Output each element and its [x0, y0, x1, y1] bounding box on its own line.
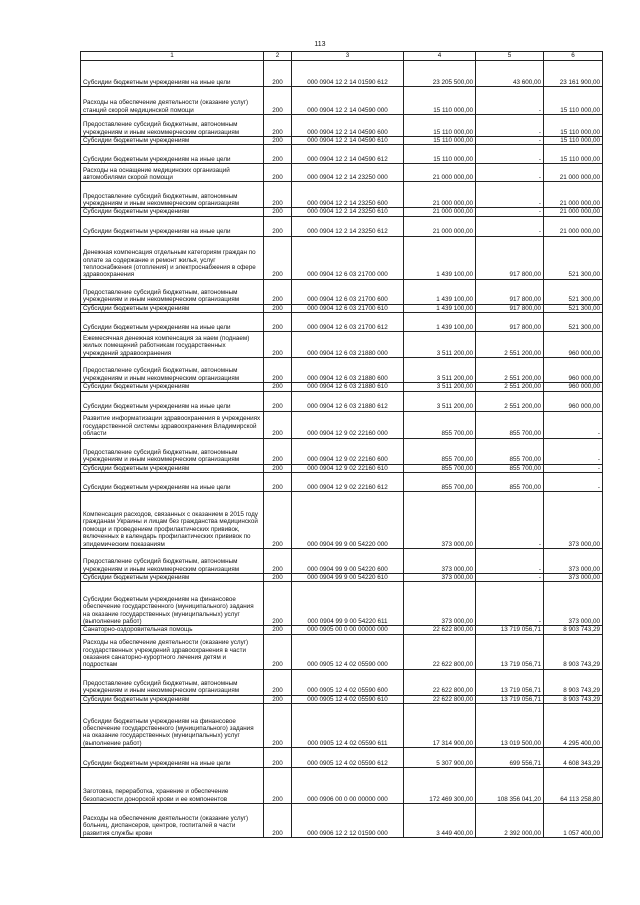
row-name: Субсидии бюджетным учреждениям на финансовое обеспечение государственного (муниципального) задания на оказание государственных (муниципальных) услуг (выполнение работ) [81, 582, 264, 626]
table-row [81, 61, 603, 87]
table-row [81, 634, 603, 669]
row-remainder-amount: 960 000,00 [544, 383, 603, 391]
row-kbk: 000 0904 99 9 00 54220 000 [292, 492, 404, 549]
row-kbk: 000 0904 12 2 14 23250 600 [292, 182, 404, 208]
row-approved-amount: 15 110 000,00 [404, 115, 476, 137]
row-approved-amount: 1 439 100,00 [404, 236, 476, 279]
row-name: Предоставление субсидий бюджетным, автономным учреждениям и иным некоммерческим организациям [81, 358, 264, 383]
row-remainder-amount: 15 110 000,00 [544, 137, 603, 145]
row-executed-amount: 699 556,71 [476, 748, 544, 768]
row-kbk: 000 0904 12 2 14 01590 612 [292, 61, 404, 87]
row-kbk: 000 0904 12 6 03 21700 600 [292, 279, 404, 304]
row-executed-amount: 2 551 200,00 [476, 391, 544, 411]
page-number: 113 [314, 41, 326, 48]
row-approved-amount: 1 439 100,00 [404, 279, 476, 304]
row-approved-amount: 373 000,00 [404, 549, 476, 574]
col-header-remainder: 6 [544, 52, 603, 61]
row-executed-amount: - [476, 208, 544, 216]
row-remainder-amount: - [544, 464, 603, 472]
row-kbk: 000 0904 12 6 03 21700 612 [292, 313, 404, 332]
row-executed-amount: 43 600,00 [476, 61, 544, 87]
table-row [81, 473, 603, 492]
col-header-kbk: 3 [292, 52, 404, 61]
row-approved-amount: 3 511 200,00 [404, 391, 476, 411]
row-code: 200 [264, 704, 292, 748]
row-kbk: 000 0904 12 9 02 22160 000 [292, 411, 404, 438]
row-executed-amount: 855 700,00 [476, 473, 544, 492]
row-name: Предоставление субсидий бюджетным, автономным учреждениям и иным некоммерческим организациям [81, 182, 264, 208]
table-row [81, 748, 603, 768]
row-kbk: 000 0904 12 2 14 23250 612 [292, 216, 404, 236]
row-name: Субсидии бюджетным учреждениям на финансовое обеспечение государственного (муниципального) задания на оказание государственных (муниципальных) услуг (выполнение работ) [81, 704, 264, 748]
row-name: Субсидии бюджетным учреждениям на иные цели [81, 473, 264, 492]
row-approved-amount: 21 000 000,00 [404, 182, 476, 208]
row-approved-amount: 5 307 900,00 [404, 748, 476, 768]
row-name: Субсидии бюджетным учреждениям на иные цели [81, 61, 264, 87]
row-remainder-amount: 15 110 000,00 [544, 145, 603, 164]
table-row [81, 332, 603, 358]
row-remainder-amount: 21 000 000,00 [544, 182, 603, 208]
row-code: 200 [264, 695, 292, 703]
table-row [81, 804, 603, 838]
col-header-executed: 5 [476, 52, 544, 61]
table-row [81, 704, 603, 748]
row-name: Предоставление субсидий бюджетным, автономным учреждениям и иным некоммерческим организациям [81, 115, 264, 137]
row-code: 200 [264, 768, 292, 804]
row-executed-amount: 2 551 200,00 [476, 383, 544, 391]
row-kbk: 000 0904 12 6 03 21880 610 [292, 383, 404, 391]
row-approved-amount: 22 622 800,00 [404, 634, 476, 669]
row-remainder-amount: 8 903 743,29 [544, 626, 603, 634]
row-name: Субсидии бюджетным учреждениям [81, 304, 264, 312]
table-row [81, 137, 603, 145]
row-executed-amount: 855 700,00 [476, 438, 544, 464]
row-name: Субсидии бюджетным учреждениям на иные цели [81, 216, 264, 236]
row-kbk: 000 0904 12 2 14 04590 612 [292, 145, 404, 164]
row-remainder-amount: 4 608 343,29 [544, 748, 603, 768]
row-executed-amount: 917 800,00 [476, 236, 544, 279]
row-executed-amount: 108 356 041,20 [476, 768, 544, 804]
row-approved-amount: 855 700,00 [404, 411, 476, 438]
row-remainder-amount: - [544, 411, 603, 438]
row-remainder-amount: 373 000,00 [544, 549, 603, 574]
row-name: Субсидии бюджетным учреждениям на иные цели [81, 391, 264, 411]
row-executed-amount: 2 551 200,00 [476, 332, 544, 358]
row-approved-amount: 373 000,00 [404, 574, 476, 582]
row-code: 200 [264, 216, 292, 236]
row-code: 200 [264, 61, 292, 87]
row-name: Предоставление субсидий бюджетным, автономным учреждениям и иным некоммерческим организациям [81, 669, 264, 695]
row-remainder-amount: 521 300,00 [544, 313, 603, 332]
row-approved-amount: 22 622 800,00 [404, 669, 476, 695]
row-kbk: 000 0904 12 6 03 21880 600 [292, 358, 404, 383]
row-name: Предоставление субсидий бюджетным, автономным учреждениям и иным некоммерческим организациям [81, 549, 264, 574]
row-remainder-amount: 21 000 000,00 [544, 208, 603, 216]
table-row [81, 695, 603, 703]
row-kbk: 000 0904 12 2 14 04590 610 [292, 137, 404, 145]
row-executed-amount: - [476, 574, 544, 582]
row-code: 200 [264, 574, 292, 582]
row-remainder-amount: 960 000,00 [544, 391, 603, 411]
row-kbk: 000 0904 12 2 14 23250 610 [292, 208, 404, 216]
table-row [81, 115, 603, 137]
row-name: Субсидии бюджетным учреждениям [81, 695, 264, 703]
row-code: 200 [264, 358, 292, 383]
row-approved-amount: 1 439 100,00 [404, 313, 476, 332]
row-executed-amount: 917 800,00 [476, 313, 544, 332]
row-kbk: 000 0904 12 6 03 21700 000 [292, 236, 404, 279]
row-approved-amount: 17 314 900,00 [404, 704, 476, 748]
row-code: 200 [264, 492, 292, 549]
row-executed-amount: - [476, 145, 544, 164]
row-code: 200 [264, 549, 292, 574]
table-row [81, 768, 603, 804]
row-executed-amount: - [476, 164, 544, 182]
row-remainder-amount: 1 057 400,00 [544, 804, 603, 838]
row-kbk: 000 0905 12 4 02 05590 610 [292, 695, 404, 703]
row-code: 200 [264, 313, 292, 332]
row-executed-amount: 13 719 056,71 [476, 695, 544, 703]
row-code: 200 [264, 208, 292, 216]
col-header-approved: 4 [404, 52, 476, 61]
row-name: Субсидии бюджетным учреждениям [81, 383, 264, 391]
row-kbk: 000 0905 12 4 02 05590 600 [292, 669, 404, 695]
table-row [81, 411, 603, 438]
row-executed-amount: 917 800,00 [476, 279, 544, 304]
row-kbk: 000 0904 99 9 00 54220 611 [292, 582, 404, 626]
row-approved-amount: 855 700,00 [404, 464, 476, 472]
row-name: Санаторно-оздоровительная помощь [81, 626, 264, 634]
row-approved-amount: 855 700,00 [404, 473, 476, 492]
row-remainder-amount: 15 110 000,00 [544, 87, 603, 115]
table-row [81, 582, 603, 626]
row-approved-amount: 22 622 800,00 [404, 626, 476, 634]
table-row [81, 549, 603, 574]
row-executed-amount: - [476, 182, 544, 208]
row-name: Денежная компенсация отдельным категориям граждан по оплате за содержание и ремонт жилья, услуг теплоснабжения (отопления) и электроснабжения в сфере здравоохранения [81, 236, 264, 279]
row-code: 200 [264, 164, 292, 182]
row-name: Расходы на обеспечение деятельности (оказание услуг) станций скорой медицинской помощи [81, 87, 264, 115]
row-remainder-amount: 960 000,00 [544, 358, 603, 383]
row-remainder-amount: 4 295 400,00 [544, 704, 603, 748]
row-approved-amount: 373 000,00 [404, 582, 476, 626]
row-approved-amount: 3 449 400,00 [404, 804, 476, 838]
row-approved-amount: 3 511 200,00 [404, 358, 476, 383]
row-name: Субсидии бюджетным учреждениям [81, 137, 264, 145]
row-kbk: 000 0906 12 2 12 01590 000 [292, 804, 404, 838]
row-executed-amount: - [476, 216, 544, 236]
row-approved-amount: 21 000 000,00 [404, 216, 476, 236]
row-name: Ежемесячная денежная компенсация за наем (поднаем) жилых помещений работникам государственных учреждений здравоохранения [81, 332, 264, 358]
row-name: Субсидии бюджетным учреждениям на иные цели [81, 748, 264, 768]
row-executed-amount: 855 700,00 [476, 411, 544, 438]
row-remainder-amount: 373 000,00 [544, 574, 603, 582]
row-name: Предоставление субсидий бюджетным, автономным учреждениям и иным некоммерческим организациям [81, 438, 264, 464]
row-approved-amount: 1 439 100,00 [404, 304, 476, 312]
row-executed-amount: 917 800,00 [476, 304, 544, 312]
row-executed-amount: 855 700,00 [476, 464, 544, 472]
row-code: 200 [264, 236, 292, 279]
row-executed-amount: 13 719 056,71 [476, 634, 544, 669]
budget-table [80, 51, 603, 838]
row-kbk: 000 0905 12 4 02 05590 612 [292, 748, 404, 768]
row-kbk: 000 0904 12 2 14 04590 600 [292, 115, 404, 137]
row-executed-amount: - [476, 492, 544, 549]
col-header-code: 2 [264, 52, 292, 61]
row-approved-amount: 855 700,00 [404, 438, 476, 464]
row-code: 200 [264, 626, 292, 634]
row-executed-amount: 2 551 200,00 [476, 358, 544, 383]
row-code: 200 [264, 383, 292, 391]
row-code: 200 [264, 582, 292, 626]
table-header-row [81, 52, 603, 61]
table-row [81, 279, 603, 304]
table-row [81, 464, 603, 472]
table-row [81, 208, 603, 216]
row-code: 200 [264, 411, 292, 438]
row-kbk: 000 0904 12 9 02 22160 612 [292, 473, 404, 492]
table-row [81, 87, 603, 115]
row-kbk: 000 0904 99 9 00 54220 610 [292, 574, 404, 582]
row-approved-amount: 15 110 000,00 [404, 87, 476, 115]
row-code: 200 [264, 137, 292, 145]
row-code: 200 [264, 669, 292, 695]
row-approved-amount: 3 511 200,00 [404, 332, 476, 358]
row-approved-amount: 21 000 000,00 [404, 208, 476, 216]
row-code: 200 [264, 182, 292, 208]
row-remainder-amount: 373 000,00 [544, 582, 603, 626]
row-executed-amount: - [476, 115, 544, 137]
table-row [81, 313, 603, 332]
row-name: Субсидии бюджетным учреждениям [81, 208, 264, 216]
row-kbk: 000 0904 12 9 02 22160 610 [292, 464, 404, 472]
row-name: Расходы на обеспечение деятельности (оказание услуг) больниц, диспансеров, центров, госпиталей в части развития службы крови [81, 804, 264, 838]
row-executed-amount: - [476, 87, 544, 115]
row-remainder-amount: 21 000 000,00 [544, 216, 603, 236]
table-row [81, 182, 603, 208]
table-row [81, 304, 603, 312]
row-code: 200 [264, 473, 292, 492]
row-executed-amount: - [476, 549, 544, 574]
row-remainder-amount: 373 000,00 [544, 492, 603, 549]
row-approved-amount: 373 000,00 [404, 492, 476, 549]
row-code: 200 [264, 332, 292, 358]
row-remainder-amount: 8 903 743,29 [544, 695, 603, 703]
row-approved-amount: 21 000 000,00 [404, 164, 476, 182]
row-code: 200 [264, 304, 292, 312]
row-remainder-amount: 8 903 743,29 [544, 634, 603, 669]
table-row [81, 626, 603, 634]
row-approved-amount: 15 110 000,00 [404, 145, 476, 164]
row-kbk: 000 0906 00 0 00 00000 000 [292, 768, 404, 804]
row-remainder-amount: 23 161 900,00 [544, 61, 603, 87]
row-approved-amount: 15 110 000,00 [404, 137, 476, 145]
row-remainder-amount: 15 110 000,00 [544, 115, 603, 137]
table-row [81, 438, 603, 464]
row-code: 200 [264, 804, 292, 838]
row-kbk: 000 0904 12 6 03 21880 000 [292, 332, 404, 358]
row-remainder-amount: 521 300,00 [544, 236, 603, 279]
table-row [81, 492, 603, 549]
row-remainder-amount: 521 300,00 [544, 279, 603, 304]
row-code: 200 [264, 115, 292, 137]
row-remainder-amount: 21 000 000,00 [544, 164, 603, 182]
row-name: Заготовка, переработка, хранение и обеспечение безопасности донорской крови и ее компонентов [81, 768, 264, 804]
row-code: 200 [264, 87, 292, 115]
row-executed-amount: 2 392 000,00 [476, 804, 544, 838]
row-code: 200 [264, 438, 292, 464]
row-approved-amount: 172 469 300,00 [404, 768, 476, 804]
row-name: Развитие информатизации здравоохранения в учреждениях государственной системы здравоохранения Владимирской области [81, 411, 264, 438]
row-code: 200 [264, 634, 292, 669]
row-name: Предоставление субсидий бюджетным, автономным учреждениям и иным некоммерческим организациям [81, 279, 264, 304]
row-remainder-amount: 8 903 743,29 [544, 669, 603, 695]
table-row [81, 358, 603, 383]
row-name: Субсидии бюджетным учреждениям [81, 574, 264, 582]
row-code: 200 [264, 391, 292, 411]
row-kbk: 000 0905 12 4 02 05590 000 [292, 634, 404, 669]
table-row [81, 574, 603, 582]
row-kbk: 000 0904 12 9 02 22160 600 [292, 438, 404, 464]
row-name: Субсидии бюджетным учреждениям на иные цели [81, 145, 264, 164]
row-name: Расходы на оснащение медицинских организаций автомобилями скорой помощи [81, 164, 264, 182]
row-name: Субсидии бюджетным учреждениям на иные цели [81, 313, 264, 332]
row-approved-amount: 23 205 500,00 [404, 61, 476, 87]
row-name: Компенсация расходов, связанных с оказанием в 2015 году гражданам Украины и лицам без гражданства медицинской помощи и проведением профилактических прививок, включенных в календарь профилактических прививок по эпидемическим показаниям [81, 492, 264, 549]
table-row [81, 145, 603, 164]
row-approved-amount: 3 511 200,00 [404, 383, 476, 391]
row-executed-amount: - [476, 137, 544, 145]
row-name: Расходы на обеспечение деятельности (оказание услуг) государственных учреждений здравоохранения в части оказания санаторно-курортного лечения детям и подросткам [81, 634, 264, 669]
col-header-name: 1 [81, 52, 264, 61]
row-kbk: 000 0905 00 0 00 00000 000 [292, 626, 404, 634]
table-row [81, 236, 603, 279]
row-remainder-amount: 521 300,00 [544, 304, 603, 312]
row-code: 200 [264, 279, 292, 304]
row-executed-amount: 13 019 500,00 [476, 704, 544, 748]
table-row [81, 391, 603, 411]
row-executed-amount: 13 719 056,71 [476, 626, 544, 634]
table-row [81, 383, 603, 391]
table-row [81, 669, 603, 695]
row-code: 200 [264, 145, 292, 164]
row-code: 200 [264, 748, 292, 768]
table-row [81, 164, 603, 182]
row-kbk: 000 0904 12 2 14 04590 000 [292, 87, 404, 115]
row-executed-amount: - [476, 582, 544, 626]
row-remainder-amount: - [544, 473, 603, 492]
row-executed-amount: 13 719 056,71 [476, 669, 544, 695]
row-kbk: 000 0905 12 4 02 05590 611 [292, 704, 404, 748]
table-row [81, 216, 603, 236]
row-remainder-amount: 960 000,00 [544, 332, 603, 358]
row-kbk: 000 0904 12 6 03 21700 610 [292, 304, 404, 312]
row-code: 200 [264, 464, 292, 472]
row-kbk: 000 0904 12 2 14 23250 000 [292, 164, 404, 182]
row-remainder-amount: 64 113 258,80 [544, 768, 603, 804]
row-approved-amount: 22 622 800,00 [404, 695, 476, 703]
row-name: Субсидии бюджетным учреждениям [81, 464, 264, 472]
row-kbk: 000 0904 12 6 03 21880 612 [292, 391, 404, 411]
row-remainder-amount: - [544, 438, 603, 464]
row-kbk: 000 0904 99 9 00 54220 600 [292, 549, 404, 574]
